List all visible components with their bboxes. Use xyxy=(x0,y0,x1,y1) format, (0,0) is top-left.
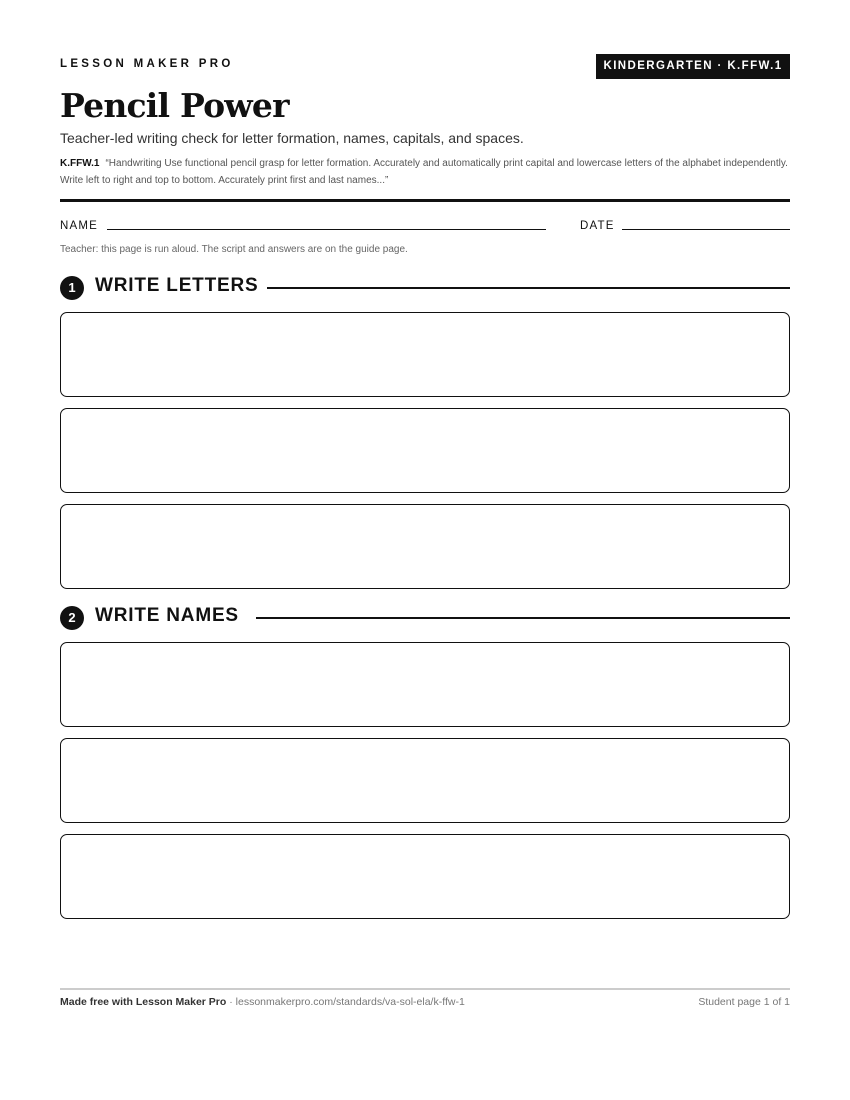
footer-url: · lessonmakerpro.com/standards/va-sol-ela/k-ffw-1 xyxy=(226,996,465,1008)
names-writing-box-3[interactable] xyxy=(60,834,790,919)
section-title-write-letters: WRITE LETTERS xyxy=(95,275,259,296)
letters-writing-box-2[interactable] xyxy=(60,408,790,493)
brand-name: LESSON MAKER PRO xyxy=(60,58,234,70)
page-title: Pencil Power xyxy=(60,86,289,125)
standard-code: K.FFW.1 xyxy=(60,158,100,169)
footer-divider xyxy=(60,988,790,990)
name-line[interactable] xyxy=(107,229,546,230)
letters-writing-box-3[interactable] xyxy=(60,504,790,589)
date-line[interactable] xyxy=(622,229,790,230)
standard-description xyxy=(60,155,790,189)
section-divider-1 xyxy=(267,287,790,289)
names-writing-box-2[interactable] xyxy=(60,738,790,823)
standard-text: “Handwriting Use functional pencil grasp for letter formation. Accurately and automatically print capital and lowercase letters of the alphabet independently. Write left to right and top to bottom. Accurately print first and last names...” xyxy=(60,158,788,186)
page-subtitle: Teacher-led writing check for letter formation, names, capitals, and spaces. xyxy=(60,130,524,146)
footer-credit xyxy=(60,996,465,1008)
header-divider xyxy=(60,199,790,202)
name-label: NAME xyxy=(60,220,99,232)
section-divider-2 xyxy=(256,617,790,619)
section-title-write-names: WRITE NAMES xyxy=(95,605,239,626)
section-number-2: 2 xyxy=(60,606,84,630)
teacher-note: Teacher: this page is run aloud. The script and answers are on the guide page. xyxy=(60,244,408,255)
grade-badge: KINDERGARTEN · K.FFW.1 xyxy=(596,54,790,79)
footer-page-number: Student page 1 of 1 xyxy=(698,996,790,1008)
section-number-1: 1 xyxy=(60,276,84,300)
date-label: DATE xyxy=(580,220,615,232)
names-writing-box-1[interactable] xyxy=(60,642,790,727)
footer-made-with: Made free with Lesson Maker Pro xyxy=(60,996,227,1008)
letters-writing-box-1[interactable] xyxy=(60,312,790,397)
